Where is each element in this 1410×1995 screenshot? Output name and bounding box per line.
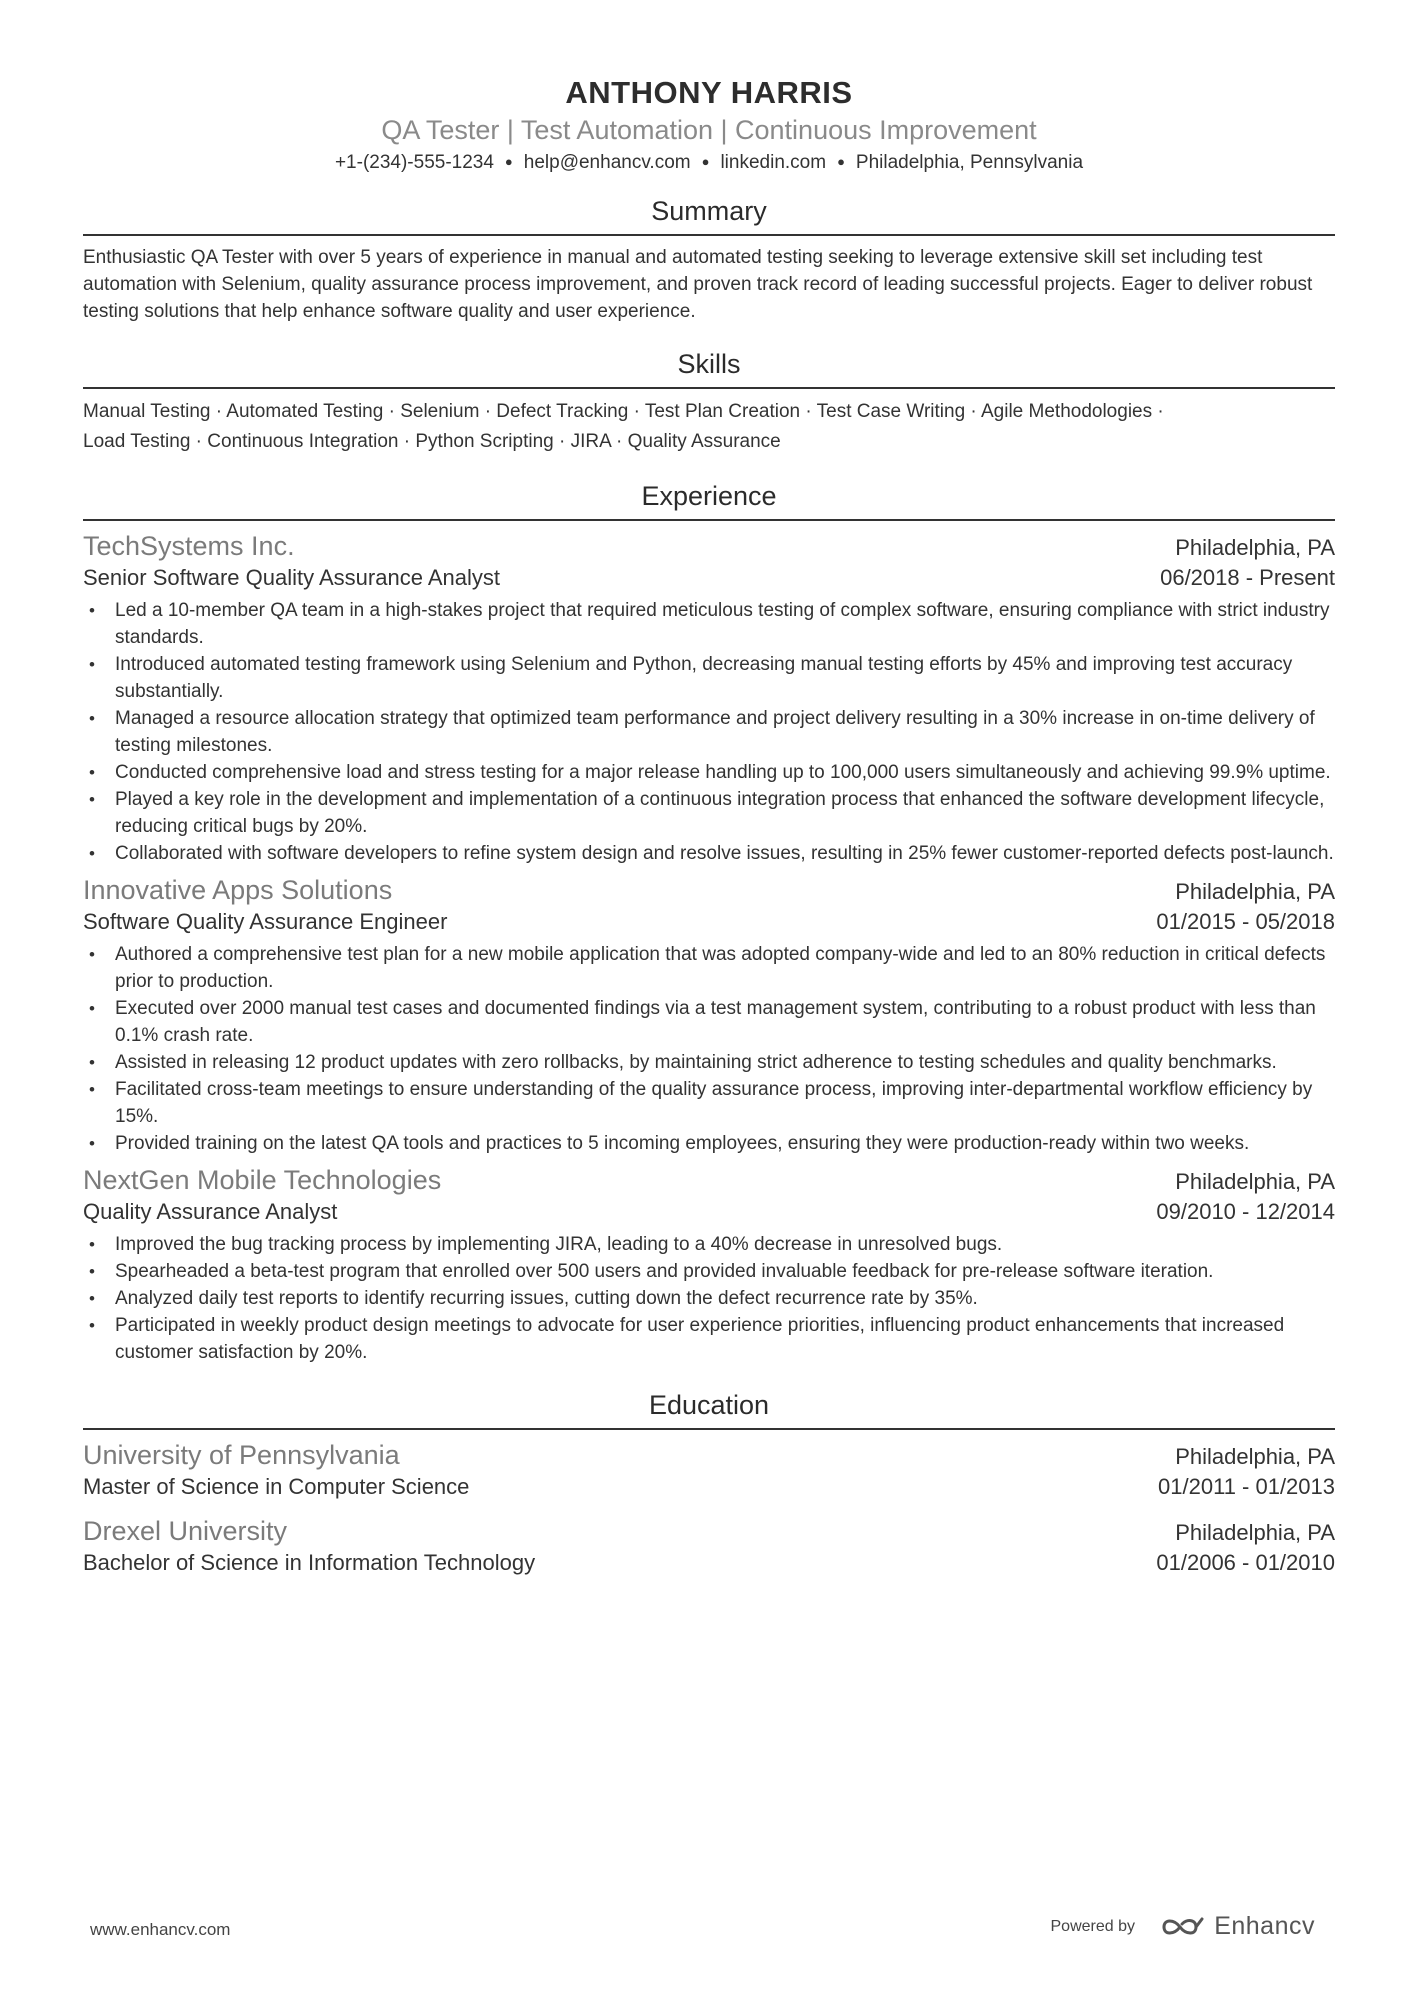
company-name: TechSystems Inc. (83, 531, 295, 561)
powered-by-label: Powered by (1050, 1918, 1135, 1935)
candidate-name: ANTHONY HARRIS (565, 75, 853, 110)
contact-phone: +1-(234)-555-1234 (334, 152, 494, 173)
job-bullet: • Executed over 2000 manual test cases and documented findings via a test management system, contributing to a robust product with less than 0.1% crash rate. (83, 995, 1335, 1049)
enhancv-logo-icon (1160, 1915, 1206, 1939)
job-bullet: • Provided training on the latest QA tools and practices to 5 incoming employees, ensuring they were production-ready within two weeks. (83, 1130, 1335, 1157)
job-bullet: • Improved the bug tracking process by implementing JIRA, leading to a 40% decrease in unresolved bugs. (83, 1231, 1335, 1258)
degree-name: Bachelor of Science in Information Technology (83, 1550, 536, 1575)
job-location: Philadelphia, PA (1175, 879, 1335, 904)
job-dates: 06/2018 - Present (1160, 565, 1335, 590)
job-bullet: • Introduced automated testing framework using Selenium and Python, decreasing manual testing efforts by 45% and improving test accuracy substantially. (83, 651, 1335, 705)
education-entry (83, 1438, 1335, 1502)
job-dates: 01/2015 - 05/2018 (1156, 909, 1335, 934)
experience-entry (83, 1163, 1335, 1366)
education-dates: 01/2011 - 01/2013 (1158, 1474, 1335, 1499)
job-bullets (83, 1231, 1335, 1366)
job-bullet: • Authored a comprehensive test plan for a new mobile application that was adopted company-wide and led to an 80% reduction in critical defects prior to production. (83, 941, 1335, 995)
job-bullet: • Assisted in releasing 12 product updates with zero rollbacks, by maintaining strict adherence to testing schedules and quality benchmarks. (83, 1049, 1335, 1076)
job-bullet: • Managed a resource allocation strategy that optimized team performance and project delivery resulting in a 30% increase in on-time delivery of testing milestones. (83, 705, 1335, 759)
company-name: NextGen Mobile Technologies (83, 1165, 442, 1195)
contact-location: Philadelphia, Pennsylvania (855, 152, 1084, 173)
summary-text: Enthusiastic QA Tester with over 5 years of experience in manual and automated testing seeking to leverage extensive skill set including test automation with Selenium, quality assurance process improvement, and proven track record of leading successful projects. Eager to deliver robust testing solutions that help enhance software quality and user experience. (83, 247, 1313, 322)
school-name: Drexel University (83, 1516, 288, 1546)
experience-entry (83, 529, 1335, 867)
job-location: Philadelphia, PA (1175, 1169, 1335, 1194)
skills-list (83, 397, 1335, 457)
education-section (83, 1388, 1335, 1578)
job-bullet: • Facilitated cross-team meetings to ensure understanding of the quality assurance process, improving inter-departmental workflow efficiency by 15%. (83, 1076, 1335, 1130)
job-location: Philadelphia, PA (1175, 535, 1335, 560)
experience-entry (83, 873, 1335, 1157)
contact-separator: ● (837, 154, 845, 169)
candidate-tagline: QA Tester | Test Automation | Continuous Improvement (381, 115, 1037, 145)
job-dates: 09/2010 - 12/2014 (1156, 1199, 1335, 1224)
skills-line: Manual Testing · Automated Testing · Selenium · Defect Tracking · Test Plan Creation · Test Case Writing · Agile Methodologies · (83, 401, 1164, 422)
footer-site-link[interactable]: www.enhancv.com (90, 1920, 231, 1939)
section-divider (83, 387, 1335, 389)
section-divider (83, 234, 1335, 236)
contact-email[interactable]: help@enhancv.com (523, 152, 691, 173)
job-bullet: • Led a 10-member QA team in a high-stakes project that required meticulous testing of complex software, ensuring compliance with strict industry standards. (83, 597, 1335, 651)
school-location: Philadelphia, PA (1175, 1520, 1335, 1545)
job-title: Senior Software Quality Assurance Analyst (83, 565, 500, 590)
contact-line (83, 149, 1335, 176)
job-bullet: • Spearheaded a beta-test program that enrolled over 500 users and provided invaluable feedback for pre-release software iteration. (83, 1258, 1335, 1285)
skills-line: Load Testing · Continuous Integration · Python Scripting · JIRA · Quality Assurance (83, 431, 781, 452)
summary-title: Summary (651, 196, 767, 226)
job-title: Software Quality Assurance Engineer (83, 909, 448, 934)
company-name: Innovative Apps Solutions (83, 875, 393, 905)
job-bullet: • Conducted comprehensive load and stress testing for a major release handling up to 100,000 users simultaneously and achieving 99.9% uptime. (83, 759, 1335, 786)
education-dates: 01/2006 - 01/2010 (1156, 1550, 1335, 1575)
education-entry (83, 1514, 1335, 1578)
resume-page (83, 0, 1335, 1578)
job-bullet: • Played a key role in the development and implementation of a continuous integration process that enhanced the software development lifecycle, reducing critical bugs by 20%. (83, 786, 1335, 840)
job-title: Quality Assurance Analyst (83, 1199, 338, 1224)
skills-section (83, 347, 1335, 457)
degree-name: Master of Science in Computer Science (83, 1474, 470, 1499)
summary-section (83, 194, 1335, 325)
brand-logo[interactable] (1160, 1912, 1315, 1941)
school-name: University of Pennsylvania (83, 1440, 400, 1470)
page-footer (90, 1910, 1315, 1950)
contact-linkedin[interactable]: linkedin.com (720, 152, 827, 173)
skills-title: Skills (677, 349, 741, 379)
job-bullet: • Collaborated with software developers to refine system design and resolve issues, resulting in 25% fewer customer-reported defects post-launch. (83, 840, 1335, 867)
experience-title: Experience (641, 481, 777, 511)
contact-separator: ● (701, 154, 710, 169)
job-bullets (83, 941, 1335, 1157)
job-bullets (83, 597, 1335, 867)
contact-separator: ● (504, 154, 513, 169)
section-divider (83, 519, 1335, 521)
job-bullet: • Analyzed daily test reports to identify recurring issues, cutting down the defect recurrence rate by 35%. (83, 1285, 1335, 1312)
section-divider (83, 1428, 1335, 1430)
education-title: Education (648, 1390, 770, 1420)
brand-name: Enhancv (1214, 1912, 1315, 1940)
job-bullet: • Participated in weekly product design meetings to advocate for user experience priorities, influencing product enhancements that increased customer satisfaction by 20%. (83, 1312, 1335, 1366)
experience-section (83, 479, 1335, 1366)
school-location: Philadelphia, PA (1175, 1444, 1335, 1469)
